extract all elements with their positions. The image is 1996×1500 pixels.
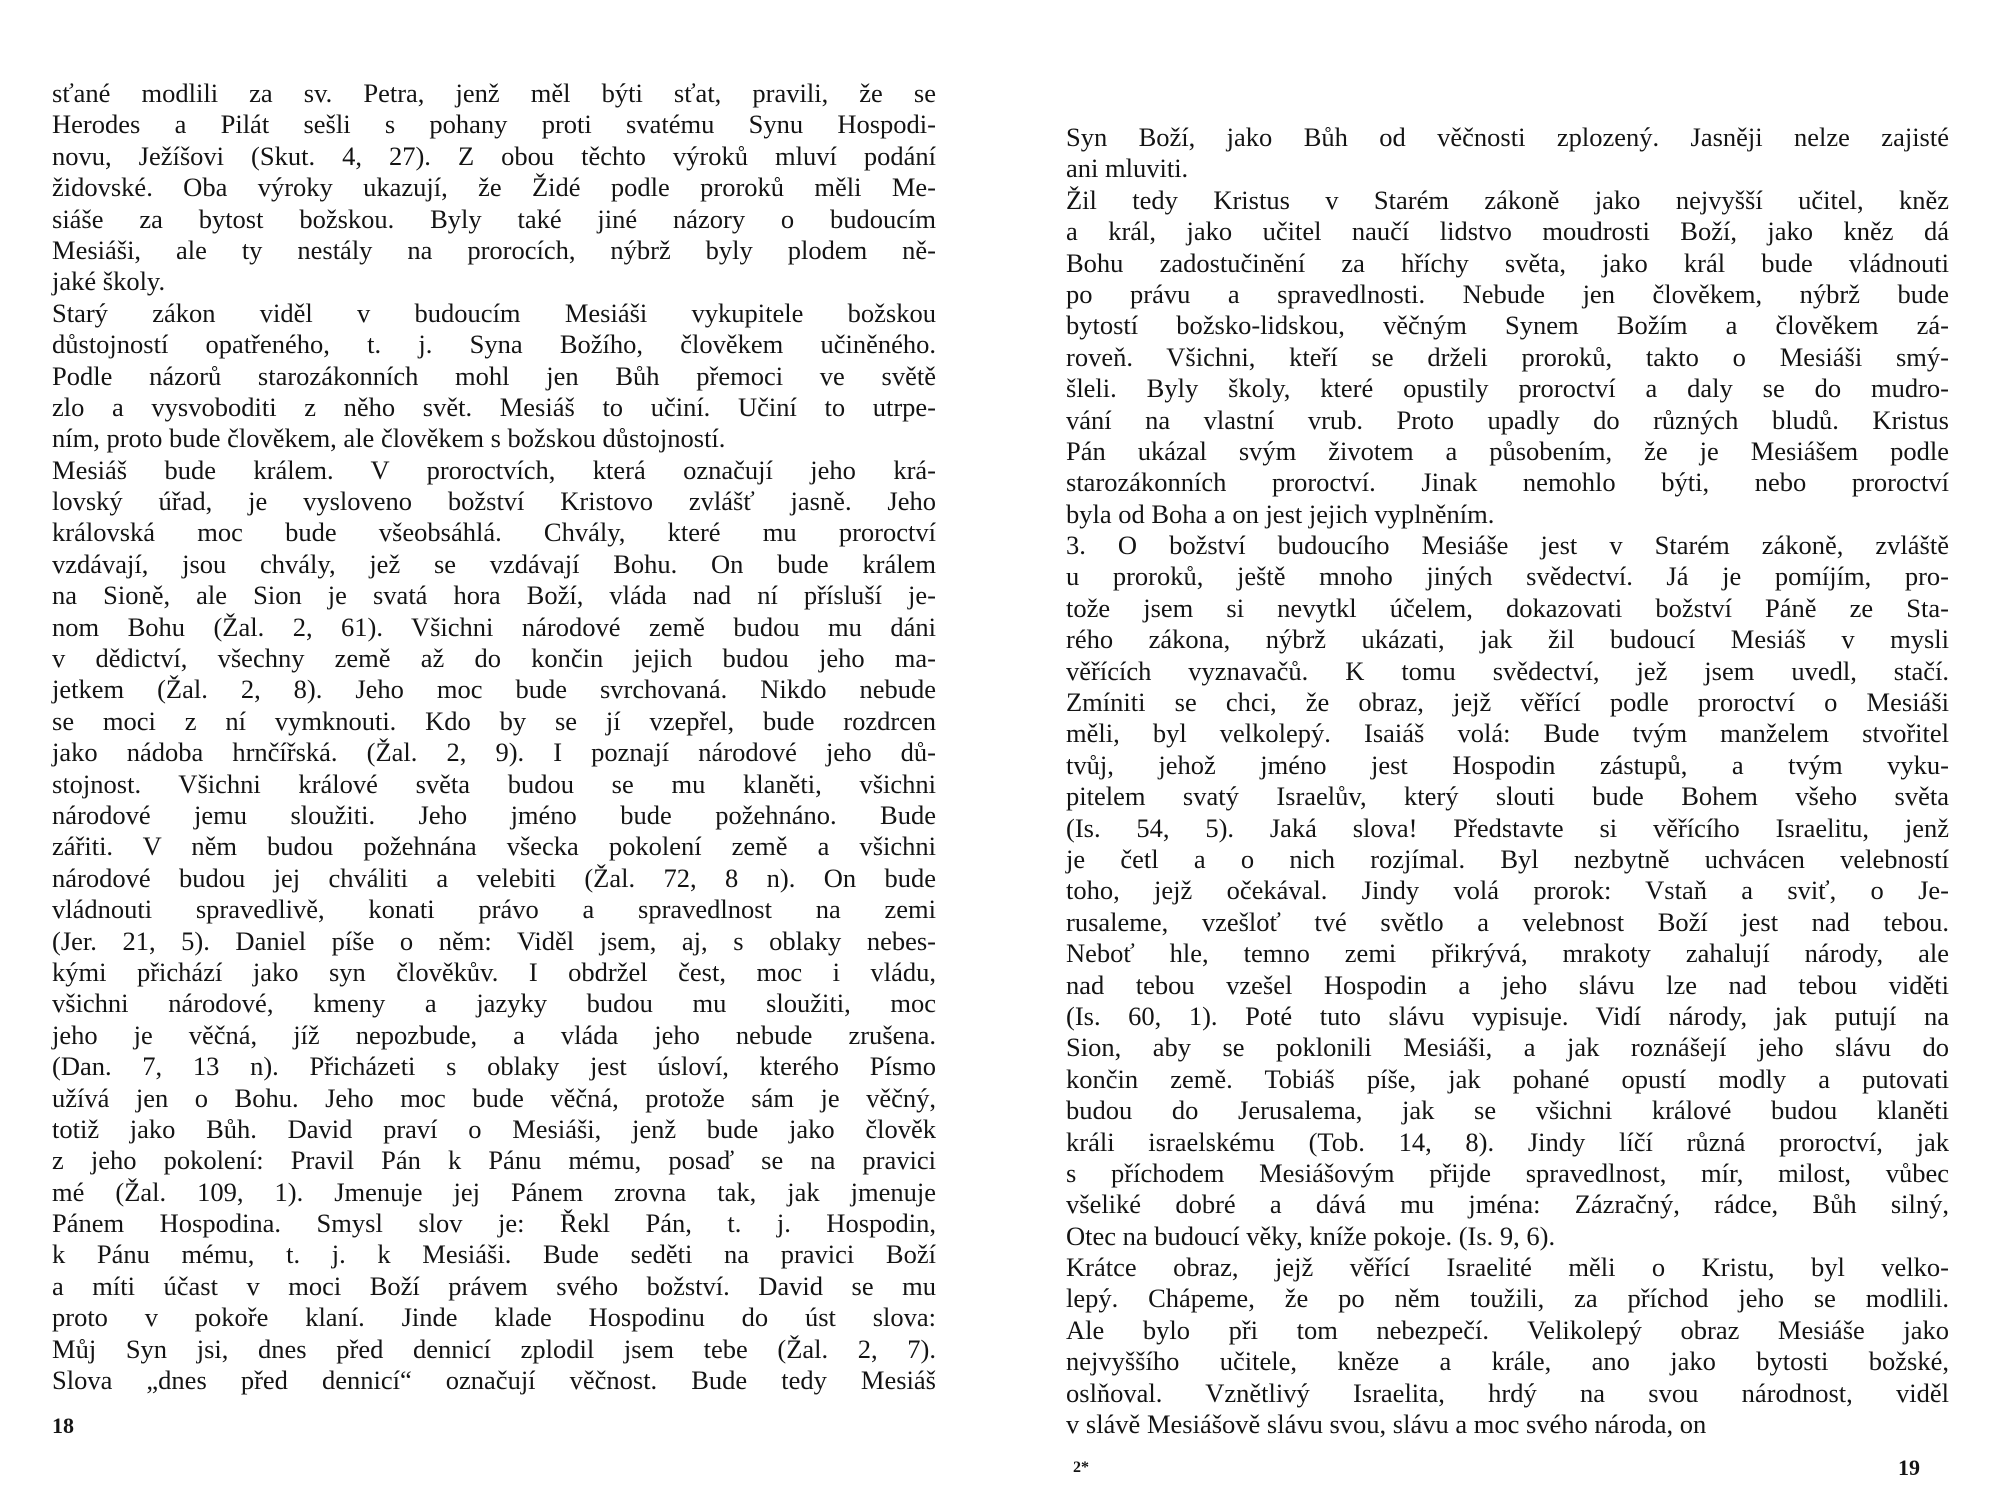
text-line: budou do Jerusalema, jak se všichni králové budou klaněti — [1066, 1095, 1949, 1126]
text-line: Syn Boží, jako Bůh od věčnosti zplozený. Jasněji nelze zajisté — [1066, 122, 1949, 152]
text-line: Pán ukázal svým životem a působením, že je Mesiášem podle — [1066, 435, 1949, 466]
text-line: byla od Boha a on jest jejich vyplněním. — [1066, 498, 1495, 529]
text-line: Starý zákon viděl v budoucím Mesiáši vykupitele božskou — [52, 297, 936, 328]
right-page — [998, 0, 1996, 1500]
text-line: ani mluviti. — [1066, 153, 1189, 184]
text-line: kými přichází jako syn člověkův. I obdržel čest, moc i vládu, — [52, 956, 936, 987]
text-line: na Sioně, ale Sion je svatá hora Boží, vláda nad ní přísluší je- — [52, 580, 936, 611]
text-line: králi israelskému (Tob. 14, 8). Jindy líčí různá proroctví, jak — [1066, 1126, 1949, 1157]
right-page-text — [1066, 122, 1949, 1440]
text-line: vání na vlastní vrub. Proto upadly do různých bludů. Kristus — [1066, 404, 1949, 435]
text-line: všichni národové, kmeny a jazyky budou mu sloužiti, moc — [52, 988, 936, 1019]
text-line: a král, jako učitel naučí lidstvo moudrosti Boží, jako kněz dá — [1066, 216, 1949, 247]
text-line: Otec na budoucí věky, kníže pokoje. (Is. 9, 6). — [1066, 1220, 1556, 1251]
text-line: rého zákona, nýbrž ukázati, jak žil budoucí Mesiáš v mysli — [1066, 624, 1949, 655]
text-line: tože jsem si nevytkl účelem, dokazovati božství Páně ze Sta- — [1066, 592, 1949, 623]
text-line: Krátce obraz, jejž věřící Israelité měli o Kristu, byl velko- — [1066, 1252, 1949, 1283]
text-line: bytostí božsko-lidskou, věčným Synem Božím a člověkem zá- — [1066, 310, 1949, 341]
text-line: jeho je věčná, jíž nepozbude, a vláda jeho nebude zrušena. — [52, 1019, 936, 1050]
text-line: nad tebou vzešel Hospodin a jeho slávu lze nad tebou viděti — [1066, 969, 1949, 1000]
text-line: k Pánu mému, t. j. k Mesiáši. Bude seděti na pravici Boží — [52, 1239, 936, 1270]
text-line: starozákonních proroctví. Jinak nemohlo býti, nebo proroctví — [1066, 467, 1949, 498]
text-line: rusaleme, vzešloť tvé světlo a velebnost Boží jest nad tebou. — [1066, 906, 1949, 937]
text-line: sťané modlili za sv. Petra, jenž měl býti sťat, pravili, že se — [52, 78, 936, 108]
text-line: Slova „dnes před dennicí“ označují věčnost. Bude tedy Mesiáš — [52, 1365, 936, 1396]
text-line: národové jemu sloužiti. Jeho jméno bude požehnáno. Bude — [52, 799, 936, 830]
text-line: Sion, aby se poklonili Mesiáši, a jak roznášejí jeho slávu do — [1066, 1032, 1949, 1063]
text-line: Zmíniti se chci, že obraz, jejž věřící podle proroctví o Mesiáši — [1066, 687, 1949, 718]
text-line: končin země. Tobiáš píše, jak pohané opustí modly a putovati — [1066, 1063, 1949, 1094]
text-line: novu, Ježíšovi (Skut. 4, 27). Z obou těchto výroků mluví podání — [52, 140, 936, 171]
text-line: s příchodem Mesiášovým přijde spravedlnost, mír, milost, vůbec — [1066, 1157, 1949, 1188]
text-line: zlo a vysvoboditi z něho svět. Mesiáš to učiní. Učiní to utrpe- — [52, 391, 936, 422]
text-line: (Jer. 21, 5). Daniel píše o něm: Viděl jsem, aj, s oblaky nebes- — [52, 925, 936, 956]
text-line: jetkem (Žal. 2, 8). Jeho moc bude svrchovaná. Nikdo nebude — [52, 674, 936, 705]
text-line: oslňoval. Vznětlivý Israelita, hrdý na svou národnost, viděl — [1066, 1377, 1949, 1408]
page-number-right: 19 — [1898, 1455, 1920, 1480]
text-line: toho, jejž očekával. Jindy volá prorok: Vstaň a sviť, o Je- — [1066, 875, 1949, 906]
text-line: Podle názorů starozákonních mohl jen Bůh přemoci ve světě — [52, 360, 936, 391]
text-line: u proroků, ještě mnoho jiných svědectví. Já je pomíjím, pro- — [1066, 561, 1949, 592]
text-line: totiž jako Bůh. David praví o Mesiáši, jenž bude jako člověk — [52, 1113, 936, 1144]
text-line: lepý. Chápeme, že po něm toužili, za příchod jeho se modlili. — [1066, 1283, 1949, 1314]
text-line: jako nádoba hrnčířská. (Žal. 2, 9). I poznají národové jeho dů- — [52, 737, 936, 768]
text-line: Neboť hle, temno zemi přikrývá, mrakoty zahalují národy, ale — [1066, 938, 1949, 969]
text-line: (Dan. 7, 13 n). Přicházeti s oblaky jest úsloví, kterého Písmo — [52, 1051, 936, 1082]
text-line: (Is. 54, 5). Jaká slova! Představte si věřícího Israelitu, jenž — [1066, 812, 1949, 843]
left-page-text — [52, 78, 936, 1396]
text-line: Herodes a Pilát sešli s pohany proti svatému Synu Hospodi- — [52, 109, 936, 140]
text-line: Pánem Hospodina. Smysl slov je: Řekl Pán, t. j. Hospodin, — [52, 1208, 936, 1239]
text-line: z jeho pokolení: Pravil Pán k Pánu mému, posaď se na pravici — [52, 1145, 936, 1176]
text-line: se moci z ní vymknouti. Kdo by se jí vzepřel, bude rozdrcen — [52, 705, 936, 736]
text-line: (Is. 60, 1). Poté tuto slávu vypisuje. Vidí národy, jak putují na — [1066, 1000, 1949, 1031]
text-line: mé (Žal. 109, 1). Jmenuje jej Pánem zrovna tak, jak jmenuje — [52, 1176, 936, 1207]
text-line: tvůj, jehož jméno jest Hospodin zástupů, a tvým vyku- — [1066, 749, 1949, 780]
text-line: zářiti. V něm budou požehnána všecka pokolení země a všichni — [52, 831, 936, 862]
text-line: roveň. Všichni, kteří se drželi proroků, takto o Mesiáši smý- — [1066, 341, 1949, 372]
text-line: lovský úřad, je vysloveno božství Kristovo zvlášť jasně. Jeho — [52, 486, 936, 517]
text-line: jaké školy. — [52, 266, 166, 297]
text-line: po právu a spravedlnosti. Nebude jen člověkem, nýbrž bude — [1066, 278, 1949, 309]
text-line: siáše za bytost božskou. Byly také jiné názory o budoucím — [52, 203, 936, 234]
text-line: 3. O božství budoucího Mesiáše jest v Starém zákoně, zvláště — [1066, 530, 1949, 561]
text-line: vzdávají, jsou chvály, jež se vzdávají Bohu. On bude králem — [52, 548, 936, 579]
page-number-left: 18 — [52, 1413, 74, 1438]
text-line: věřících vyznavačů. K tomu svědectví, jež jsem uvedl, stačí. — [1066, 655, 1949, 686]
text-line: je četl a o nich rozjímal. Byl nezbytně uchvácen velebností — [1066, 843, 1949, 874]
text-line: důstojností opatřeného, t. j. Syna Božího, člověkem učiněného. — [52, 329, 936, 360]
text-line: nejvyššího učitele, kněze a krále, ano jako bytosti božské, — [1066, 1346, 1949, 1377]
text-line: v slávě Mesiášově slávu svou, slávu a moc svého národa, on — [1066, 1409, 1707, 1440]
text-line: židovské. Oba výroky ukazují, že Židé podle proroků měli Me- — [52, 172, 936, 203]
signature-mark: 2* — [1073, 1459, 1089, 1476]
text-line: národové budou jej chváliti a velebiti (Žal. 72, 8 n). On bude — [52, 862, 936, 893]
text-line: královská moc bude všeobsáhlá. Chvály, které mu proroctví — [52, 517, 936, 548]
text-line: nom Bohu (Žal. 2, 61). Všichni národové země budou mu dáni — [52, 611, 936, 642]
text-line: ním, proto bude člověkem, ale člověkem s božskou důstojností. — [52, 423, 726, 454]
text-line: Ale bylo při tom nebezpečí. Velikolepý obraz Mesiáše jako — [1066, 1314, 1949, 1345]
text-line: v dědictví, všechny země až do končin jejich budou jeho ma- — [52, 643, 936, 674]
text-line: užívá jen o Bohu. Jeho moc bude věčná, protože sám je věčný, — [52, 1082, 936, 1113]
text-line: měli, byl velkolepý. Isaiáš volá: Bude tvým manželem stvořitel — [1066, 718, 1949, 749]
text-line: a míti účast v moci Boží právem svého božství. David se mu — [52, 1270, 936, 1301]
text-line: pitelem svatý Israelův, který slouti bude Bohem všeho světa — [1066, 781, 1949, 812]
text-line: Žil tedy Kristus v Starém zákoně jako nejvyšší učitel, kněz — [1066, 184, 1949, 215]
text-line: stojnost. Všichni králové světa budou se mu klaněti, všichni — [52, 768, 936, 799]
text-line: Mesiáš bude králem. V proroctvích, která označují jeho krá- — [52, 454, 936, 485]
text-line: Bohu zadostučinění za hříchy světa, jako král bude vládnouti — [1066, 247, 1949, 278]
text-line: Můj Syn jsi, dnes před dennicí zplodil jsem tebe (Žal. 2, 7). — [52, 1333, 936, 1364]
text-line: šleli. Byly školy, které opustily proroctví a daly se do mudro- — [1066, 373, 1949, 404]
text-line: Mesiáši, ale ty nestály na prorocích, nýbrž byly plodem ně- — [52, 234, 936, 265]
text-line: vládnouti spravedlivě, konati právo a spravedlnost na zemi — [52, 894, 936, 925]
text-line: proto v pokoře klaní. Jinde klade Hospodinu do úst slova: — [52, 1302, 936, 1333]
text-line: všeliké dobré a dává mu jména: Zázračný, rádce, Bůh silný, — [1066, 1189, 1949, 1220]
